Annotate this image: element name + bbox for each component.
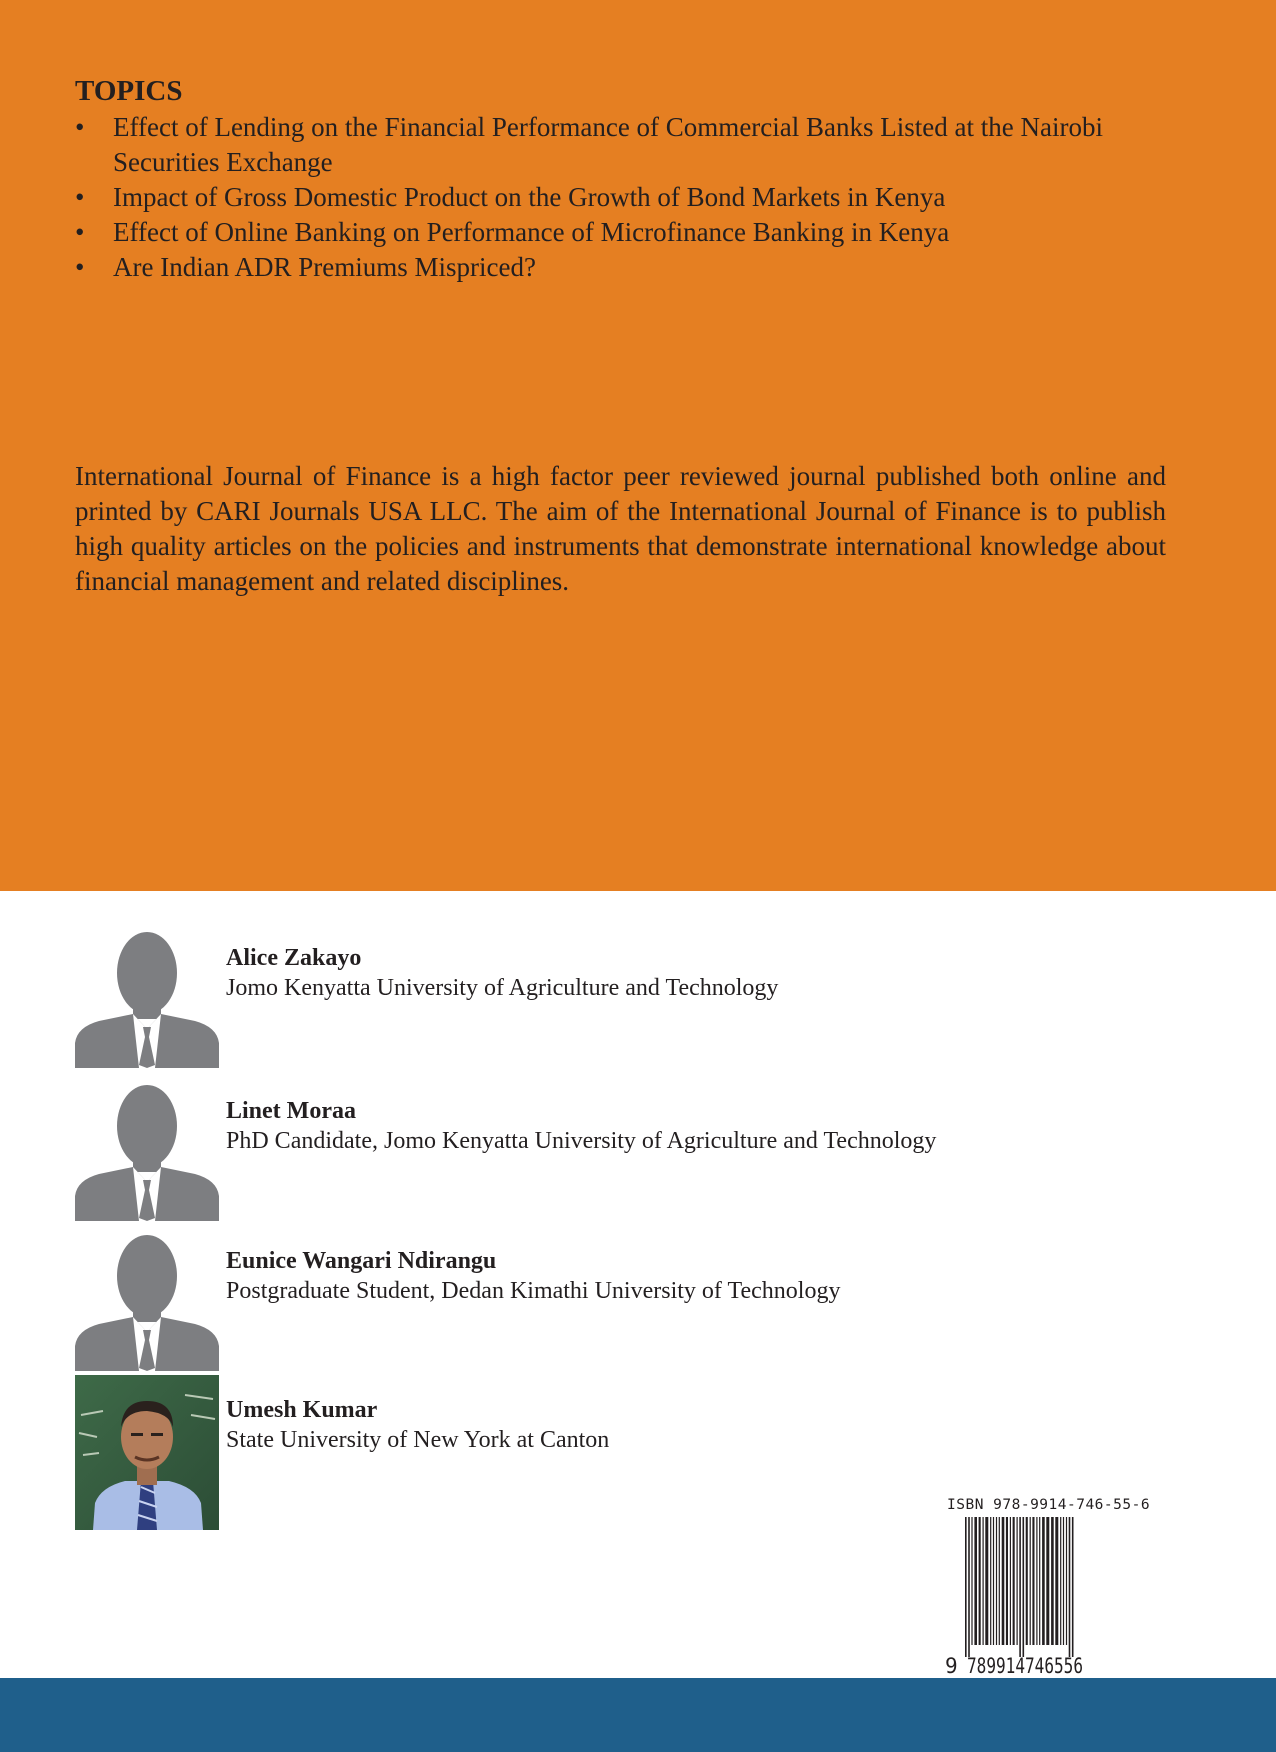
barcode-bar xyxy=(1010,1517,1011,1645)
topics-list xyxy=(75,110,1170,285)
topic-item: • Are Indian ADR Premiums Mispriced? xyxy=(75,250,1170,285)
barcode-icon xyxy=(943,1517,1153,1677)
barcode-bar xyxy=(979,1517,981,1645)
barcode-bar xyxy=(1017,1517,1018,1645)
author-info xyxy=(226,1246,840,1306)
silhouette-icon xyxy=(75,1076,219,1221)
author-affiliation: PhD Candidate, Jomo Kenyatta University of Agriculture and Technology xyxy=(226,1128,937,1154)
author-info xyxy=(226,943,778,1003)
author-name: Eunice Wangari Ndirangu xyxy=(226,1248,497,1274)
barcode-bar xyxy=(1066,1517,1067,1645)
barcode-digits: 789914746556 xyxy=(967,1654,1083,1677)
barcode-bar xyxy=(1030,1517,1031,1645)
topic-item: • Effect of Online Banking on Performance of Microfinance Banking in Kenya xyxy=(75,215,1170,250)
barcode-bar xyxy=(974,1517,977,1645)
bullet-icon: • xyxy=(75,217,85,247)
author-info xyxy=(226,1096,936,1156)
barcode-bar xyxy=(1002,1517,1005,1645)
topic-item: • Impact of Gross Domestic Product on the Growth of Bond Markets in Kenya xyxy=(75,180,1170,215)
bullet-icon: • xyxy=(75,182,85,212)
barcode-first-digit: 9 xyxy=(945,1654,958,1677)
barcode-bar xyxy=(1051,1517,1054,1645)
barcode-bar xyxy=(1039,1517,1040,1645)
author-affiliation: Jomo Kenyatta University of Agriculture and Technology xyxy=(226,975,779,1001)
barcode-bar xyxy=(1019,1517,1021,1657)
barcode-bar xyxy=(990,1517,991,1645)
barcode-bar xyxy=(1046,1517,1049,1645)
barcode-bar xyxy=(983,1517,984,1645)
author-name: Umesh Kumar xyxy=(226,1397,378,1423)
silhouette-icon xyxy=(75,923,219,1068)
bullet-icon: • xyxy=(75,252,85,282)
portrait-photo xyxy=(75,1375,219,1530)
barcode-bar xyxy=(1042,1517,1045,1645)
barcode-bar xyxy=(1060,1517,1061,1645)
author-name: Alice Zakayo xyxy=(226,945,362,971)
isbn-label: ISBN 978-9914-746-55-6 xyxy=(947,1497,1151,1513)
barcode-bar xyxy=(985,1517,988,1645)
author-entry xyxy=(75,1076,1175,1221)
author-affiliation: State University of New York at Canton xyxy=(226,1427,610,1453)
barcode-bar xyxy=(1032,1517,1034,1645)
barcode-bar xyxy=(971,1517,972,1645)
barcode-bar xyxy=(1072,1517,1074,1657)
barcode-bar xyxy=(965,1517,967,1657)
barcode-bar xyxy=(993,1517,994,1645)
journal-description: International Journal of Finance is a high factor peer reviewed journal published both online and printed by CARI Journals USA LLC. The aim of the International Journal of Finance is to publish high quality articles on the policies and instruments that demonstrate international knowledge about financial management and related disciplines. xyxy=(75,461,1166,596)
barcode-bar xyxy=(996,1517,997,1645)
barcode-bar xyxy=(1055,1517,1058,1645)
bullet-icon: • xyxy=(75,112,85,142)
barcode-bar xyxy=(1069,1517,1071,1657)
barcode-bar xyxy=(1006,1517,1008,1645)
silhouette-icon xyxy=(75,1226,219,1371)
barcode-bar xyxy=(968,1517,970,1657)
barcode-bar xyxy=(1026,1517,1028,1645)
barcode-bar xyxy=(1036,1517,1037,1645)
author-entry xyxy=(75,1226,1175,1371)
barcode-bar xyxy=(1013,1517,1015,1645)
author-name: Linet Moraa xyxy=(226,1098,356,1124)
author-entry xyxy=(75,923,1175,1068)
barcode-bar xyxy=(1063,1517,1064,1645)
barcode-bar xyxy=(1023,1517,1025,1657)
barcode-bar xyxy=(999,1517,1000,1645)
topics-heading: TOPICS xyxy=(75,75,183,107)
author-affiliation: Postgraduate Student, Dedan Kimathi University of Technology xyxy=(226,1278,841,1304)
author-info xyxy=(226,1395,609,1455)
topic-item: • Effect of Lending on the Financial Performance of Commercial Banks Listed at the Nairobi Securities Exchange xyxy=(75,112,1103,177)
bottom-color-band xyxy=(0,1678,1276,1752)
